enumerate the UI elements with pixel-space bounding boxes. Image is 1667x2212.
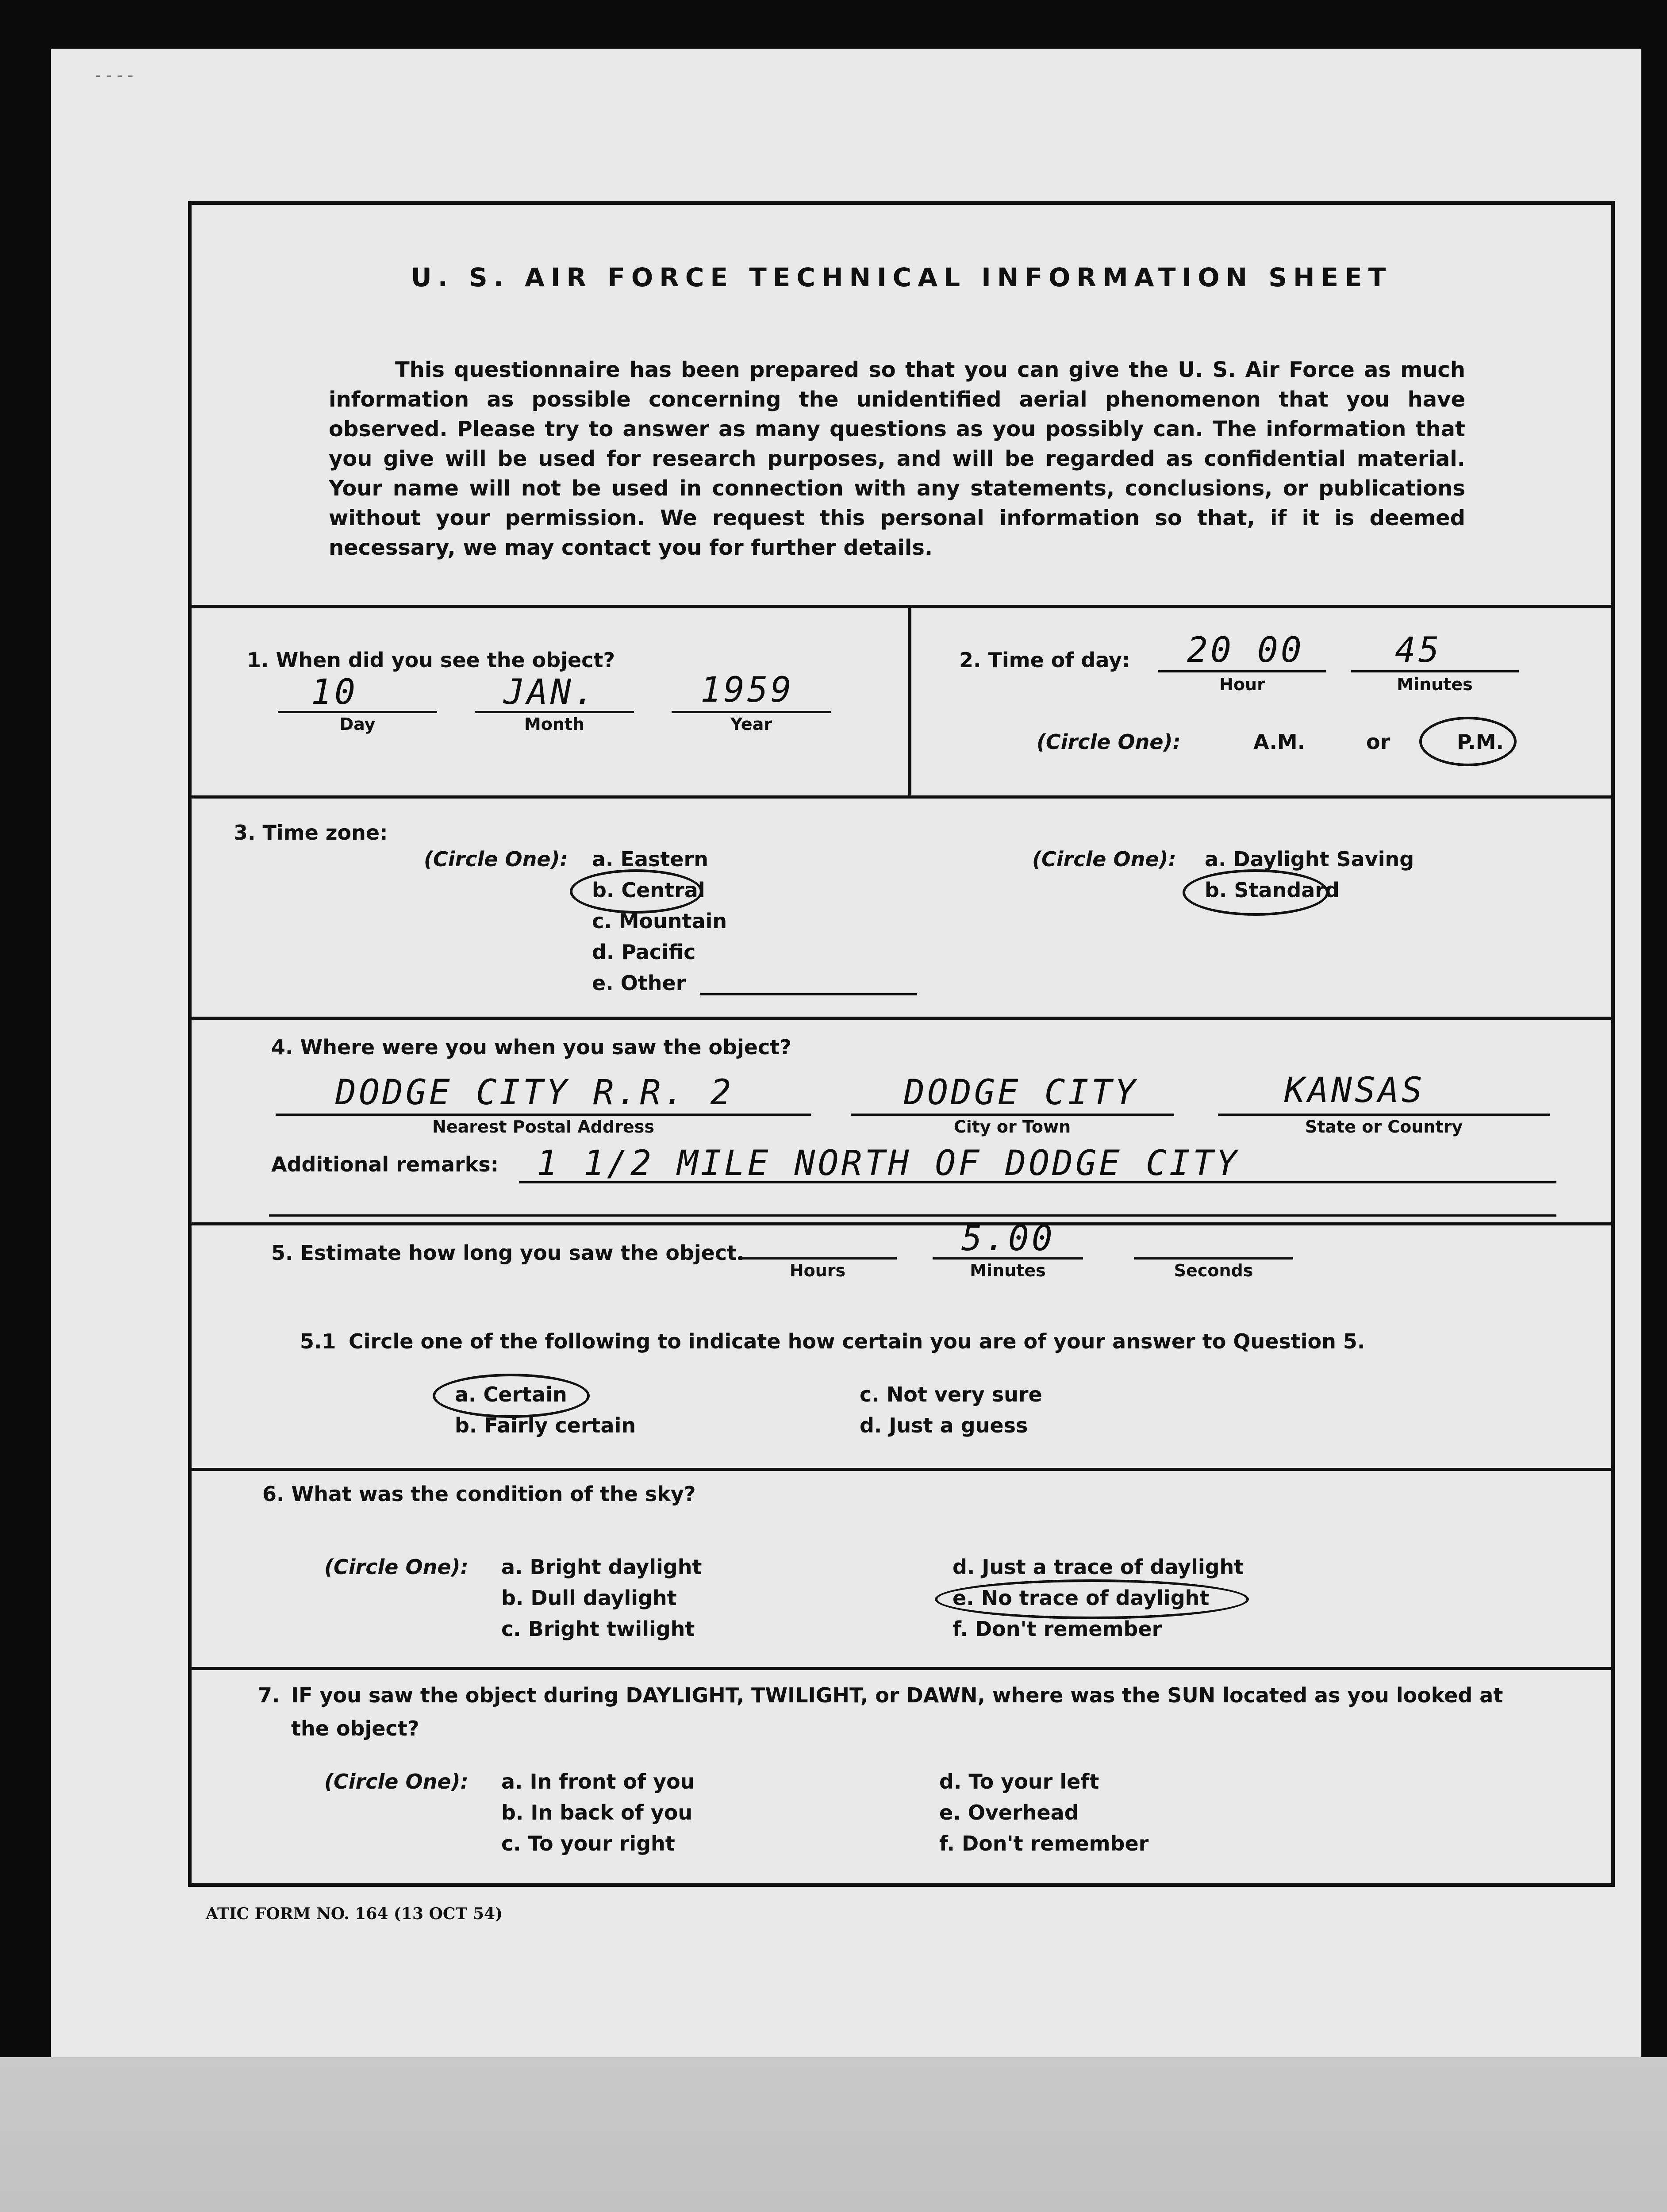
section-sun-location [192, 1670, 1611, 1887]
q2-minutes-line [1351, 670, 1519, 672]
q7-circle-one: (Circle One): [324, 1770, 469, 1793]
q4-remarks-line-1 [519, 1181, 1556, 1183]
q1-day-label: Day [339, 714, 376, 734]
q2-minutes-value[interactable]: 45 [1395, 630, 1442, 670]
q4-city-line [851, 1114, 1174, 1116]
q51-not-very-sure[interactable]: c. Not very sure [860, 1382, 1042, 1406]
q4-remarks-value[interactable]: 1 1/2 MILE NORTH OF DODGE CITY [537, 1144, 1240, 1183]
q51-question: Circle one of the following to indicate how certain you are of your answer to Question 5. [349, 1329, 1365, 1353]
q4-state-value[interactable]: KANSAS [1284, 1071, 1425, 1110]
q6-dull-daylight[interactable]: b. Dull daylight [501, 1586, 677, 1610]
section-duration [192, 1219, 1611, 1471]
q4-address-label: Nearest Postal Address [432, 1117, 654, 1137]
q3-zone-mountain[interactable]: c. Mountain [592, 909, 727, 933]
q3-daylight-saving[interactable]: a. Daylight Saving [1205, 847, 1414, 871]
q3-zone-eastern[interactable]: a. Eastern [592, 847, 708, 871]
q2-hour-label: Hour [1219, 675, 1265, 694]
q7-number: 7. [258, 1683, 280, 1707]
q1-day-line [278, 711, 437, 713]
column-divider [908, 608, 911, 795]
q1-month-value[interactable]: JAN. [503, 672, 597, 712]
q6-dont-remember[interactable]: f. Don't remember [953, 1617, 1162, 1641]
q51-certain[interactable]: a. Certain [455, 1382, 567, 1406]
form-header [192, 205, 1611, 608]
q1-year-label: Year [730, 714, 772, 734]
q5-minutes-label: Minutes [970, 1261, 1046, 1280]
q4-address-value[interactable]: DODGE CITY R.R. 2 [335, 1073, 734, 1113]
q2-hour-value[interactable]: 20 00 [1187, 630, 1304, 670]
q3-dst-circle-one: (Circle One): [1032, 847, 1176, 871]
q3-zone-central[interactable]: b. Central [592, 878, 705, 902]
q6-circle-one: (Circle One): [324, 1555, 469, 1579]
q1-day-value[interactable]: 10 [311, 672, 358, 712]
section-sky-condition [192, 1471, 1611, 1670]
q6-bright-twilight[interactable]: c. Bright twilight [501, 1617, 695, 1641]
q51-number: 5.1 [300, 1329, 336, 1353]
q1-month-line [475, 711, 634, 713]
q2-pm-circle [1419, 717, 1517, 766]
q3-question: 3. Time zone: [234, 821, 388, 845]
q4-remarks-line-2 [269, 1214, 1556, 1217]
form-intro [329, 355, 1465, 563]
q7-in-front[interactable]: a. In front of you [501, 1770, 695, 1793]
q1-month-label: Month [524, 714, 585, 734]
q2-circle-one: (Circle One): [1037, 730, 1181, 754]
q4-city-value[interactable]: DODGE CITY [904, 1073, 1138, 1113]
q7-to-right[interactable]: c. To your right [501, 1832, 675, 1855]
q4-question: 4. Where were you when you saw the object? [271, 1035, 791, 1059]
q6-no-trace-circle [935, 1579, 1249, 1619]
q4-state-line [1218, 1114, 1550, 1116]
form-number: ATIC FORM NO. 164 (13 OCT 54) [206, 1905, 503, 1923]
form-title: U. S. AIR FORCE TECHNICAL INFORMATION SHEET [411, 262, 1392, 292]
q3-standard[interactable]: b. Standard [1205, 878, 1340, 902]
q2-question: 2. Time of day: [959, 648, 1130, 672]
q7-question-line2: the object? [291, 1717, 419, 1740]
q2-minutes-label: Minutes [1397, 675, 1473, 694]
q5-seconds-label: Seconds [1174, 1261, 1253, 1280]
q3-central-circle [570, 869, 703, 914]
q5-question: 5. Estimate how long you saw the object. [271, 1241, 745, 1265]
q2-pm-option[interactable]: P.M. [1457, 730, 1504, 754]
scan-speck: - - - - [95, 66, 134, 84]
q4-state-label: State or Country [1305, 1117, 1463, 1137]
q2-or: or [1366, 730, 1390, 754]
q3-zone-circle-one: (Circle One): [424, 847, 568, 871]
q7-dont-remember[interactable]: f. Don't remember [939, 1832, 1149, 1855]
q2-hour-line [1158, 670, 1326, 672]
q7-overhead[interactable]: e. Overhead [939, 1801, 1079, 1824]
q2-am-option[interactable]: A.M. [1253, 730, 1306, 754]
q3-zone-pacific[interactable]: d. Pacific [592, 940, 696, 964]
q5-minutes-line [933, 1257, 1083, 1260]
q7-to-left[interactable]: d. To your left [939, 1770, 1099, 1793]
section-date-time [192, 608, 1611, 799]
q1-year-value[interactable]: 1959 [700, 670, 794, 710]
section-location [192, 1020, 1611, 1225]
q4-city-label: City or Town [953, 1117, 1071, 1137]
q5-seconds-line [1134, 1257, 1293, 1260]
q3-other-line [700, 993, 917, 995]
q4-address-line [276, 1114, 811, 1116]
q6-no-trace[interactable]: e. No trace of daylight [953, 1586, 1210, 1610]
q1-year-line [672, 711, 831, 713]
underlying-page [0, 2057, 1667, 2212]
technical-information-sheet-form [188, 201, 1615, 1887]
q6-question: 6. What was the condition of the sky? [262, 1482, 696, 1506]
q1-question: 1. When did you see the object? [247, 648, 615, 672]
q51-just-a-guess[interactable]: d. Just a guess [860, 1413, 1028, 1437]
intro-paragraph: This questionnaire has been prepared so that you can give the U. S. Air Force as much information as possible concerning the unidentified aerial phenomenon that you have observed. Please try to answer as many questions as you possibly can. The information that you give will be used for research purposes, and will be regarded as confidential material. Your name will not be used in connection with any statements, conclusions, or publications without your permission. We request this personal information so that, if it is deemed necessary, we may contact you for further details. [329, 357, 1465, 560]
q6-trace-of-daylight[interactable]: d. Just a trace of daylight [953, 1555, 1244, 1579]
q7-in-back[interactable]: b. In back of you [501, 1801, 693, 1824]
q3-zone-other[interactable]: e. Other [592, 971, 686, 995]
q51-fairly-certain[interactable]: b. Fairly certain [455, 1413, 636, 1437]
q7-question-line1: IF you saw the object during DAYLIGHT, TWILIGHT, or DAWN, where was the SUN located as you looked at [291, 1683, 1503, 1707]
q5-hours-label: Hours [789, 1261, 846, 1280]
q51-certain-circle [433, 1374, 590, 1418]
q3-standard-circle [1183, 869, 1329, 916]
section-time-zone [192, 799, 1611, 1020]
q4-remarks-label: Additional remarks: [271, 1152, 499, 1176]
q6-bright-daylight[interactable]: a. Bright daylight [501, 1555, 702, 1579]
q5-minutes-value[interactable]: 5.00 [961, 1219, 1055, 1259]
q5-hours-line [738, 1257, 897, 1260]
